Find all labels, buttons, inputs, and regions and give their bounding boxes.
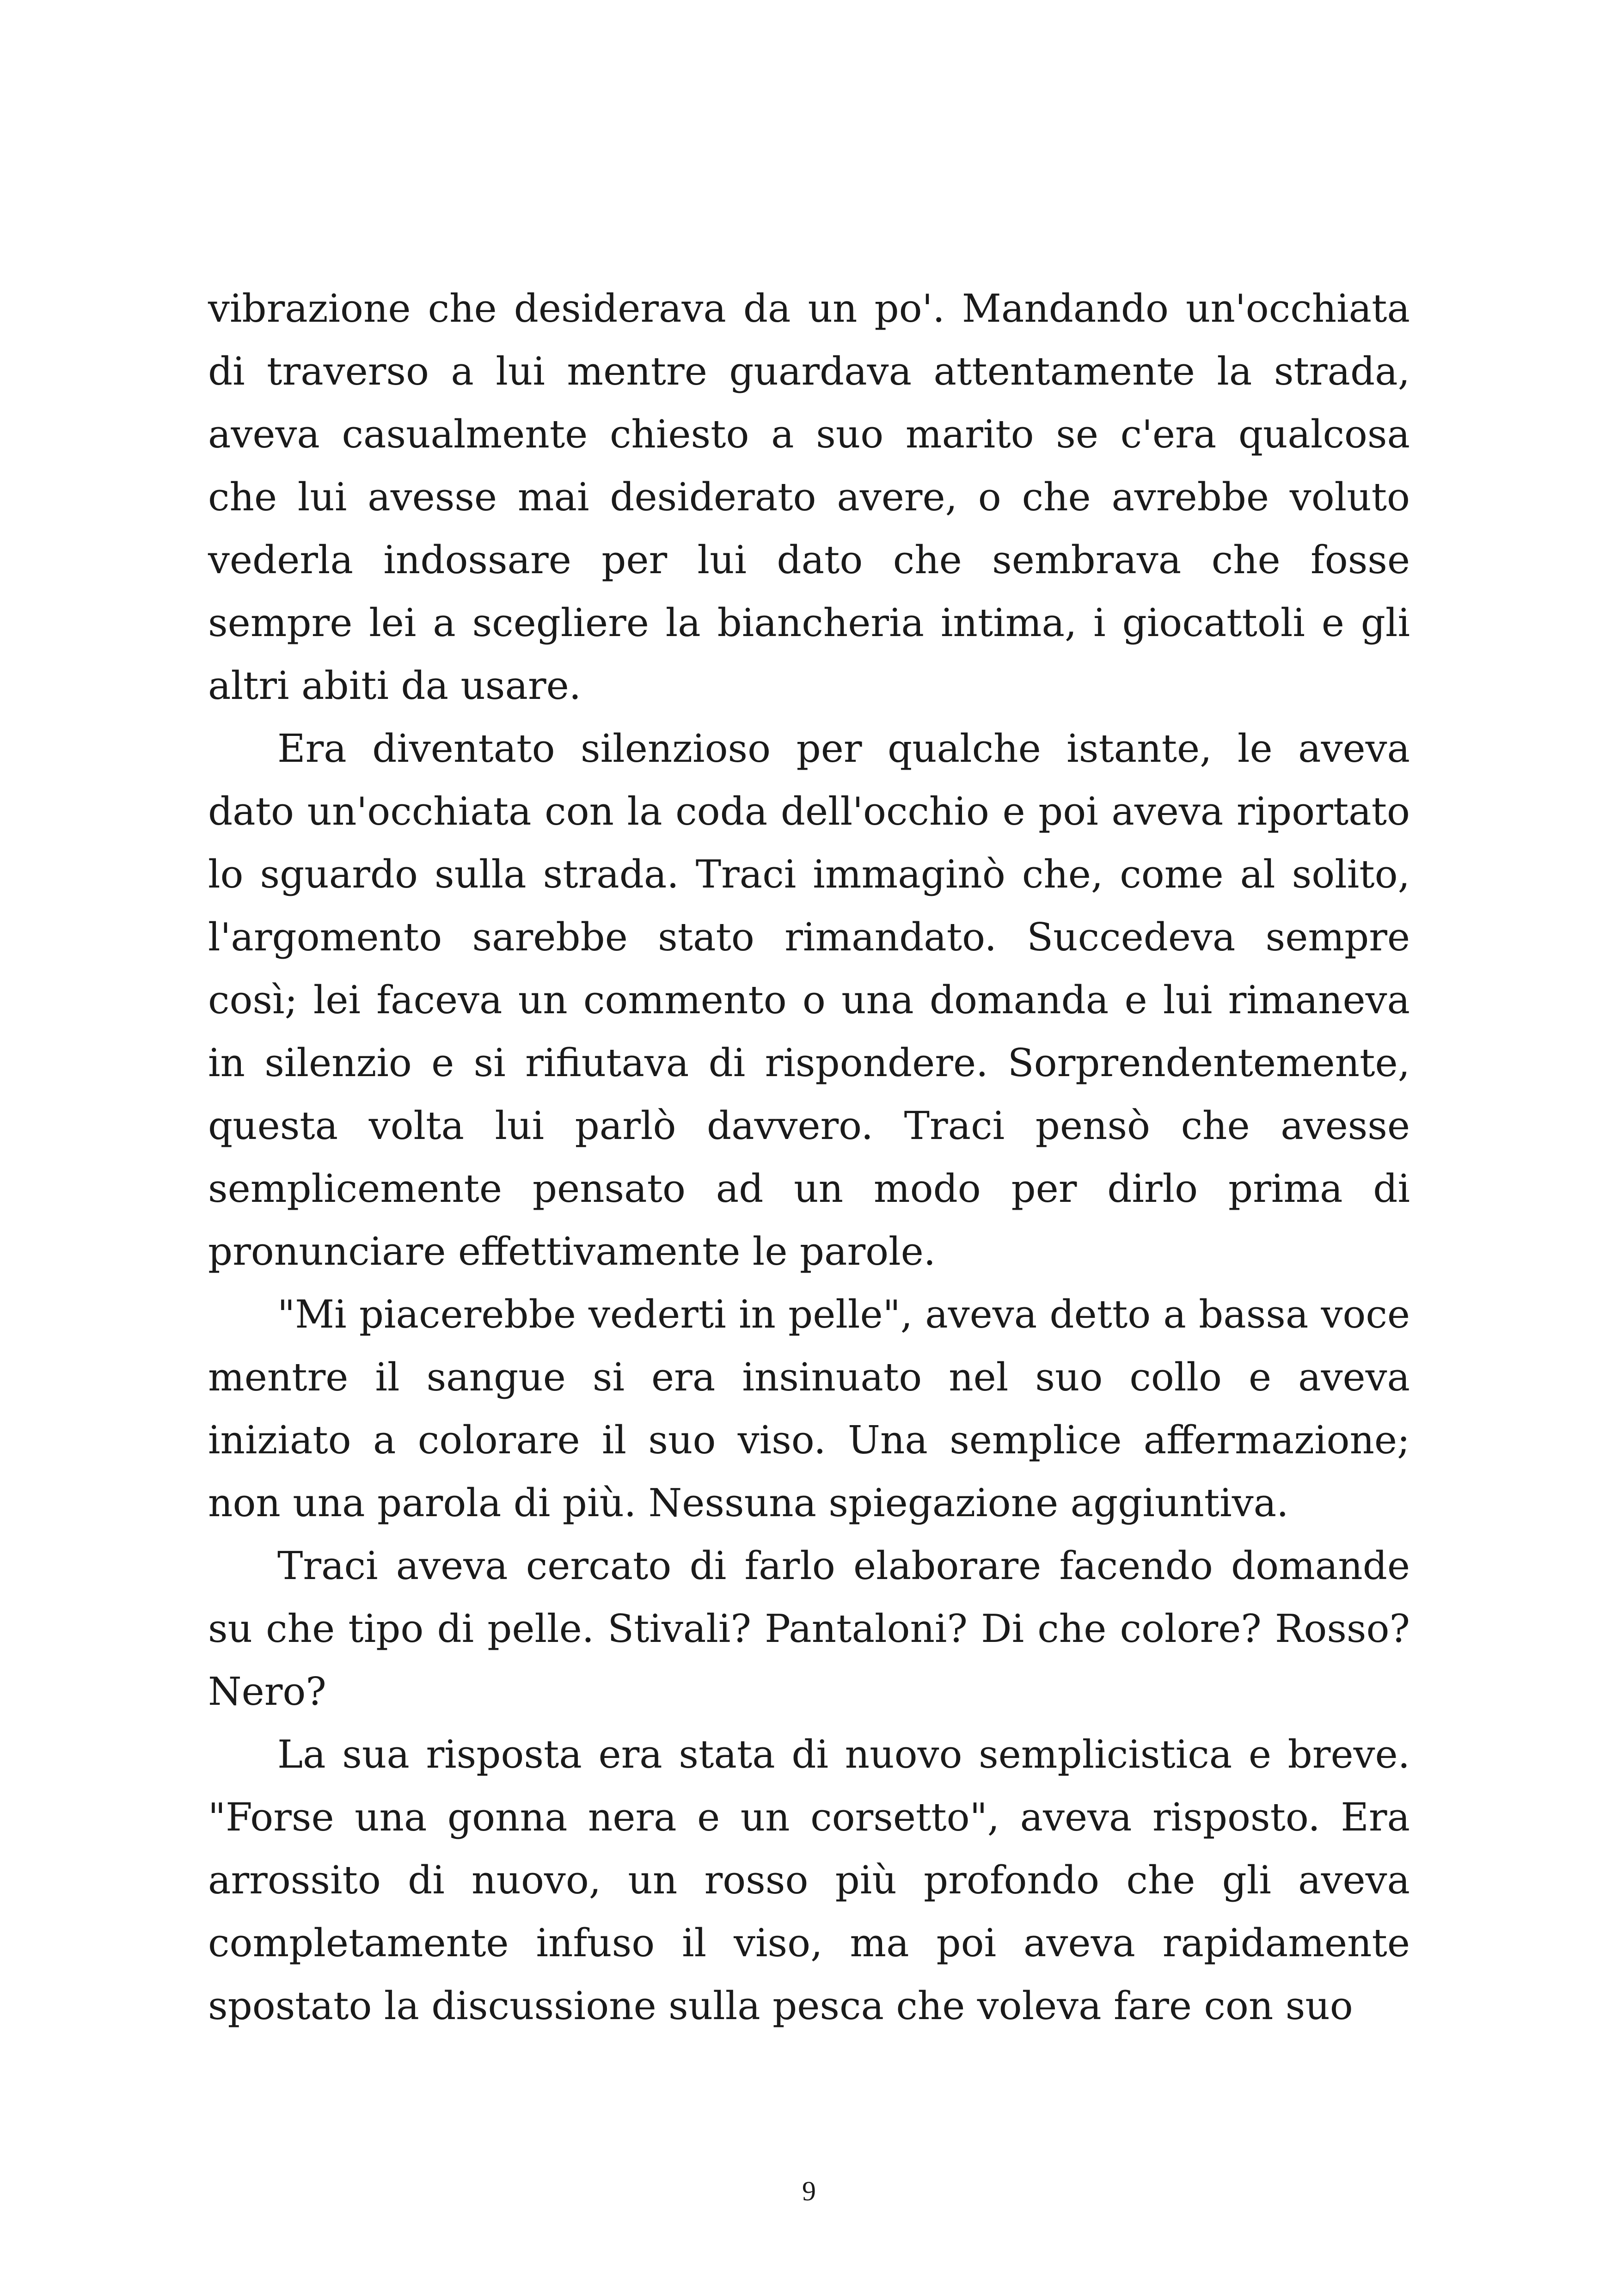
- paragraph-5: La sua risposta era stata di nuovo semplicistica e breve. "Forse una gonna nera e un corsetto", aveva risposto. Era arrossito di nuovo, un rosso più profondo che gli aveva completamente infuso il viso, ma poi aveva rapidamente spostato la discussione sulla pesca che voleva fare con suo: [208, 1732, 1410, 2028]
- page-number: 9: [802, 2176, 816, 2206]
- paragraph-4: Traci aveva cercato di farlo elaborare facendo domande su che tipo di pelle. Stivali? Pantaloni? Di che colore? Rosso? Nero?: [208, 1543, 1410, 1714]
- body-text: [208, 277, 1410, 2038]
- paragraph-1: vibrazione che desiderava da un po'. Mandando un'occhiata di traverso a lui mentre guardava attentamente la strada, aveva casualmente chiesto a suo marito se c'era qualcosa che lui avesse mai desiderato avere, o che avrebbe voluto vederla indossare per lui dato che sembrava che fosse sempre lei a scegliere la biancheria intima, i giocattoli e gli altri abiti da usare.: [208, 286, 1410, 708]
- paragraph-3: "Mi piacerebbe vederti in pelle", aveva detto a bassa voce mentre il sangue si era insinuato nel suo collo e aveva iniziato a colorare il suo viso. Una semplice affermazione; non una parola di più. Nessuna spiegazione aggiuntiva.: [208, 1292, 1410, 1525]
- paragraph-2: Era diventato silenzioso per qualche istante, le aveva dato un'occhiata con la coda dell'occhio e poi aveva riportato lo sguardo sulla strada. Traci immaginò che, come al solito, l'argomento sarebbe stato rimandato. Succedeva sempre così; lei faceva un commento o una domanda e lui rimaneva in silenzio e si rifiutava di rispondere. Sorprendentemente, questa volta lui parlò davvero. Traci pensò che avesse semplicemente pensato ad un modo per dirlo prima di pronunciare effettivamente le parole.: [208, 726, 1410, 1274]
